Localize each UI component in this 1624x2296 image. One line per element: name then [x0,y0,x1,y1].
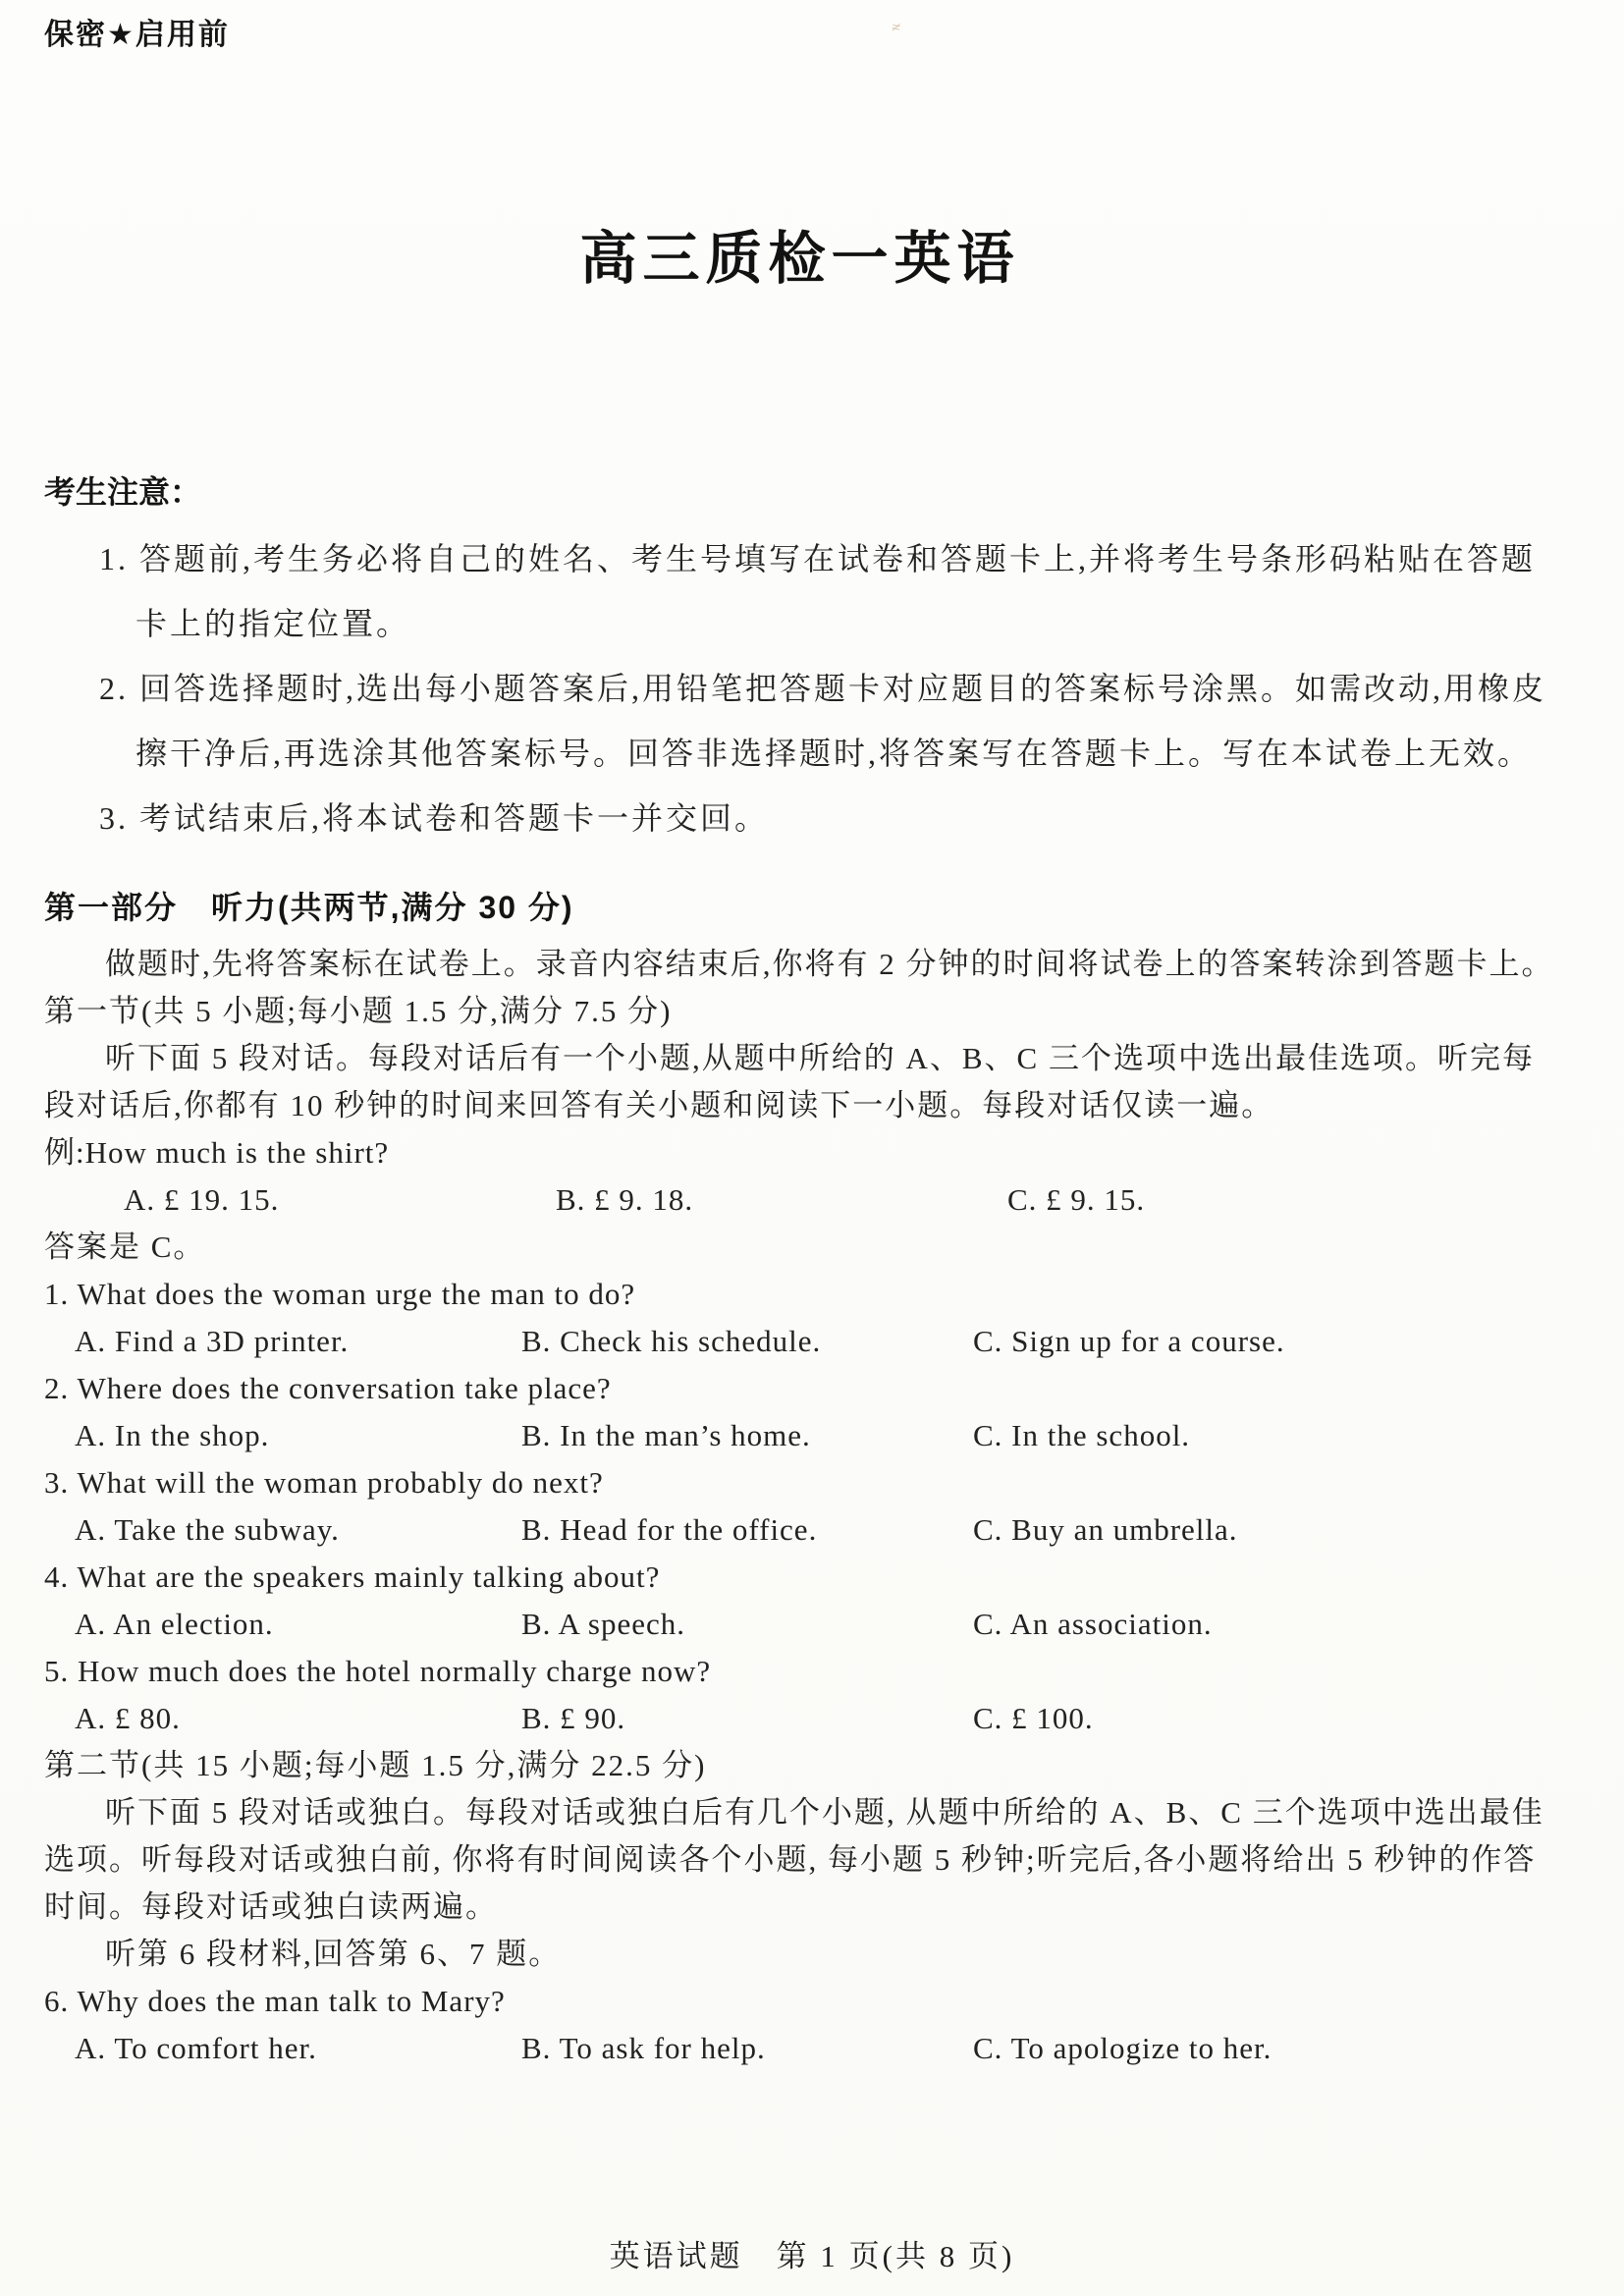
section-1-intro: 做题时,先将答案标在试卷上。录音内容结束后,你将有 2 分钟的时间将试卷上的答案转涂到答题卡上。 [105,947,1554,981]
example-answer-note: 答案是 C。 [44,1230,206,1264]
option-c: C. An association. [973,1607,1213,1641]
scan-artifact: ≠ [890,19,902,37]
option-b: B. A speech. [521,1607,685,1641]
question-options [44,1695,1555,1742]
option-a: A. Find a 3D printer. [75,1324,350,1358]
question-options [44,2025,1555,2072]
question-options [44,1412,1555,1459]
option-b: B. £ 90. [521,1701,626,1735]
question-text: 6. Why does the man talk to Mary? [44,1984,506,2018]
question-text: 5. How much does the hotel normally charge now? [44,1654,712,1688]
question-options [44,1506,1555,1554]
option-a: A. £ 19. 15. [124,1182,280,1217]
notice-item-1: 1. 答题前,考生务必将自己的姓名、考生号填写在试卷和答题卡上,并将考生号条形码粘贴在答题卡上的指定位置。 [99,541,1537,641]
option-a: A. An election. [75,1607,274,1641]
security-label: 保密★启用前 [44,19,230,51]
part-2-intro: 听下面 5 段对话或独白。每段对话或独白后有几个小题, 从题中所给的 A、B、C 三个选项中选出最佳选项。听每段对话或独白前, 你将有时间阅读各个小题, 每小题 5 秒钟;听完后,各小题将给出 5 秒钟的作答时间。每段对话或独白读两遍。 [44,1795,1544,1924]
option-b: B. Head for the office. [521,1512,818,1547]
question-2 [44,1365,1555,1459]
notice-item-3: 3. 考试结束后,将本试卷和答题卡一并交回。 [99,800,770,836]
option-c: C. £ 9. 15. [1007,1182,1146,1217]
question-6 [44,1978,1555,2072]
option-c: C. Sign up for a course. [973,1324,1285,1358]
exam-title: 高三质检一英语 [579,227,1020,291]
option-a: A. To comfort her. [75,2031,317,2065]
option-a: A. £ 80. [75,1701,181,1735]
question-text: 1. What does the woman urge the man to do? [44,1277,636,1311]
question-text: 4. What are the speakers mainly talking about? [44,1559,661,1594]
question-3 [44,1459,1555,1554]
option-b: B. In the man’s home. [521,1418,811,1452]
option-c: C. To apologize to her. [973,2031,1272,2065]
question-text: 3. What will the woman probably do next? [44,1465,604,1500]
option-c: C. Buy an umbrella. [973,1512,1238,1547]
notice-item-2: 2. 回答选择题时,选出每小题答案后,用铅笔把答题卡对应题目的答案标号涂黑。如需改动,用橡皮擦干净后,再选涂其他答案标号。回答非选择题时,将答案写在答题卡上。写在本试卷上无效。 [99,671,1547,771]
option-a: A. In the shop. [75,1418,270,1452]
material-note: 听第 6 段材料,回答第 6、7 题。 [105,1937,562,1971]
example-question: 例:How much is the shirt? [44,1135,390,1170]
option-c: C. £ 100. [973,1701,1094,1735]
option-b: B. £ 9. 18. [556,1182,694,1217]
option-a: A. Take the subway. [75,1512,340,1547]
option-c: C. In the school. [973,1418,1191,1452]
notice-heading: 考生注意： [44,474,202,510]
question-5 [44,1648,1555,1742]
part-1-heading: 第一节(共 5 小题;每小题 1.5 分,满分 7.5 分) [44,994,673,1028]
question-4 [44,1554,1555,1648]
option-b: B. Check his schedule. [521,1324,822,1358]
section-1-heading: 第一部分 听力(共两节,满分 30 分) [44,890,574,925]
page-footer: 英语试题 第 1 页(共 8 页) [609,2239,1015,2273]
question-1 [44,1271,1555,1365]
question-options [44,1318,1555,1365]
part-1-intro: 听下面 5 段对话。每段对话后有一个小题,从题中所给的 A、B、C 三个选项中选出最佳选项。听完每段对话后,你都有 10 秒钟的时间来回答有关小题和阅读下一小题。每段对话仅读一遍。 [44,1041,1535,1122]
part-2-heading: 第二节(共 15 小题;每小题 1.5 分,满分 22.5 分) [44,1748,707,1782]
question-options [44,1601,1555,1648]
example-options [44,1176,1555,1224]
listening-section [44,884,1555,2072]
question-text: 2. Where does the conversation take place? [44,1371,612,1405]
notice-list [44,526,1555,850]
option-b: B. To ask for help. [521,2031,766,2065]
